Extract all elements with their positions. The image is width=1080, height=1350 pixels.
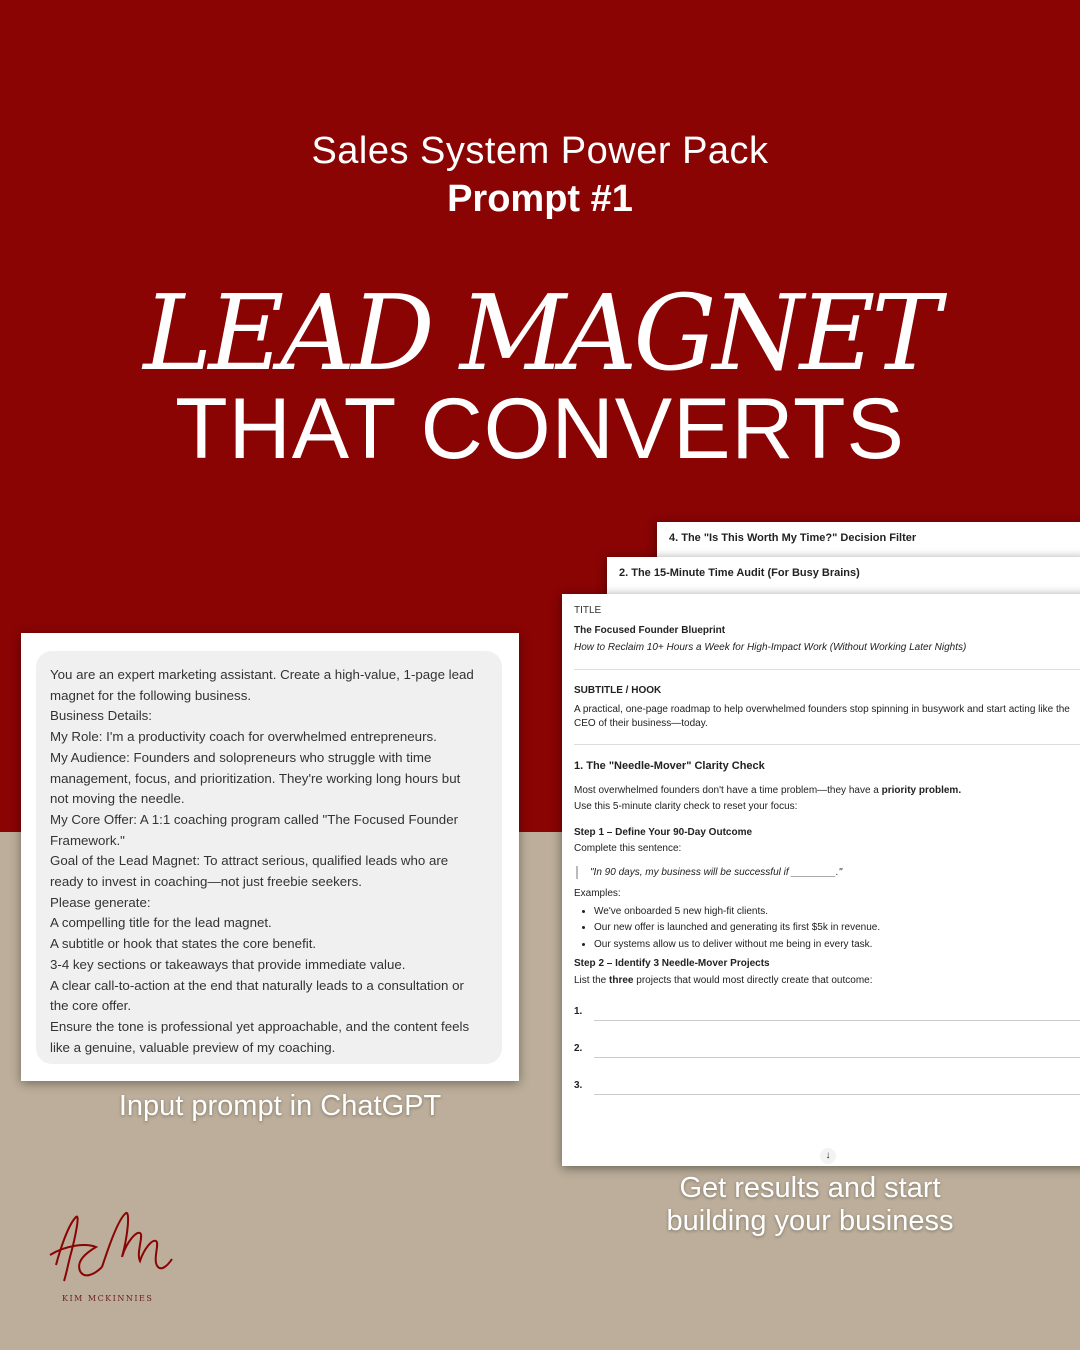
doc-title-sub: How to Reclaim 10+ Hours a Week for High-Impact Work (Without Working Later Nights) [574, 642, 967, 653]
km-monogram-logo [46, 1205, 176, 1295]
divider [574, 744, 1080, 745]
divider [574, 669, 1080, 670]
logo-name: KIM MCKINNIES [62, 1294, 154, 1303]
prompt-line: not moving the needle. [50, 791, 185, 807]
doc-title: The Focused Founder Blueprint [574, 624, 726, 636]
chat-message-bubble [36, 651, 502, 1064]
step1-heading: Step 1 – Define Your 90-Day Outcome [574, 826, 753, 838]
subtitle-label: SUBTITLE / HOOK [574, 684, 662, 696]
prompt-line: 3-4 key sections or takeaways that provide immediate value. [50, 956, 406, 972]
headline-line-1: LEAD MAGNET [143, 272, 937, 394]
result-sheet-front [562, 594, 1080, 1166]
prompt-line: Framework." [50, 832, 125, 848]
prompt-line: like a genuine, valuable preview of my coaching. [50, 1039, 336, 1055]
title-label: TITLE [574, 605, 602, 616]
prompt-line: Business Details: [50, 708, 152, 724]
prompt-line: A subtitle or hook that states the core benefit. [50, 936, 317, 952]
prompt-line: Goal of the Lead Magnet: To attract serious, qualified leads who are [50, 853, 449, 869]
caption-input-prompt: Input prompt in ChatGPT [118, 1090, 442, 1122]
numbered-line: 2. [574, 1030, 1080, 1067]
subtitle-text: A practical, one-page roadmap to help overwhelmed founders stop spinning in busywork and start acting like the CEO of their business—today. [574, 704, 1070, 729]
section1-subtext: Use this 5-minute clarity check to reset your focus: [574, 801, 798, 813]
step2-text: List the three projects that would most directly create that outcome: [574, 974, 873, 986]
list-item: • Our new offer is launched and generating its first $5k in revenue. [594, 921, 1080, 935]
headline-line-2: THAT CONVERTS [175, 381, 905, 477]
prompt-line: the core offer. [50, 998, 132, 1014]
step1-text: Complete this sentence: [574, 843, 682, 855]
prompt-line: My Role: I'm a productivity coach for overwhelmed entrepreneurs. [50, 729, 437, 745]
prompt-line: Please generate: [50, 894, 151, 910]
prompt-line: My Audience: Founders and solopreneurs who struggle with time [50, 749, 432, 765]
quote-block: "In 90 days, my business will be successful if ________." [576, 866, 1080, 880]
list-item: • We've onboarded 5 new high-fit clients. [594, 905, 1080, 919]
numbered-line: 1. [574, 993, 1080, 1030]
result-document [562, 594, 1080, 1104]
list-item: • Our systems allow us to deliver without me being in every task. [594, 938, 1080, 952]
chat-screenshot-card [21, 633, 519, 1081]
prompt-line: ready to invest in coaching—not just freebie seekers. [50, 874, 362, 890]
prompt-line: magnet for the following business. [50, 687, 252, 703]
prompt-line: A compelling title for the lead magnet. [50, 915, 272, 931]
prompt-line: A clear call-to-action at the end that naturally leads to a consultation or [50, 977, 464, 993]
examples-label: Examples: [574, 888, 621, 900]
examples-list [574, 905, 1080, 952]
prompt-line: Ensure the tone is professional yet approachable, and the content feels [50, 1018, 470, 1034]
mid-sheet-heading: 2. The 15-Minute Time Audit (For Busy Brains) [619, 567, 860, 579]
step2-heading: Step 2 – Identify 3 Needle-Mover Projects [574, 958, 770, 970]
numbered-line: 3. [574, 1067, 1080, 1104]
section1-heading: 1. The "Needle-Mover" Clarity Check [574, 760, 765, 772]
prompt-line: My Core Offer: A 1:1 coaching program called "The Focused Founder [50, 811, 459, 827]
prompt-line: You are an expert marketing assistant. Create a high-value, 1-page lead [50, 667, 474, 682]
back-sheet-heading: 4. The "Is This Worth My Time?" Decision Filter [669, 532, 917, 544]
pack-title: Sales System Power Pack [311, 130, 769, 172]
prompt-number: Prompt #1 [447, 178, 633, 220]
section1-text: Most overwhelmed founders don't have a time problem—they have a priority problem. [574, 784, 962, 796]
prompt-line: management, focus, and prioritization. They're working long hours but [50, 770, 461, 786]
scroll-down-icon[interactable]: ↓ [820, 1148, 836, 1164]
caption-get-results: Get results and start building your business [666, 1172, 954, 1237]
